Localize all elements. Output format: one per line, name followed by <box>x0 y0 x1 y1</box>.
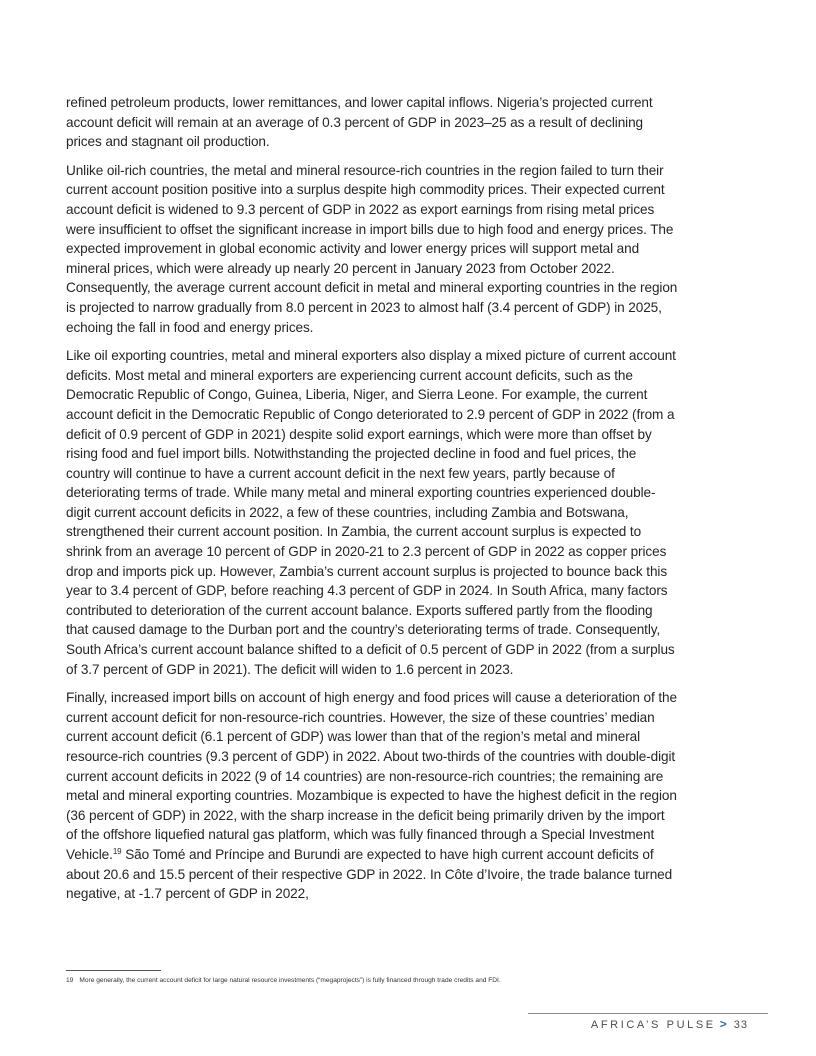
publication-title: AFRICA’S PULSE <box>590 1019 716 1031</box>
page-footer <box>528 1017 748 1032</box>
body-text <box>66 93 678 913</box>
footnote-number: 19 <box>66 977 74 984</box>
paragraph <box>66 688 678 904</box>
paragraph: Unlike oil-rich countries, the metal and mineral resource-rich countries in the region failed to turn their current account position positive into a surplus despite high commodity prices. Their expected current account deficit is widened to 9.3 percent of GDP in 2022 as export earnings from rising metal prices were insufficient to offset the significant increase in import bills due to high food and energy prices. The expected improvement in global economic activity and lower energy prices will support metal and mineral prices, which were already up nearly 20 percent in January 2023 from October 2022. Consequently, the average current account deficit in metal and mineral exporting countries in the region is projected to narrow gradually from 8.0 percent in 2023 to almost half (3.4 percent of GDP) in 2025, echoing the fall in food and energy prices. <box>66 162 678 335</box>
paragraph-text: São Tomé and Príncipe and Burundi are expected to have high current account deficits of about 20.6 and 15.5 percent of their respective GDP in 2022. In Côte d’Ivoire, the trade balance turned negative, at -1.7 percent of GDP in 2022, <box>66 846 673 902</box>
footer-divider <box>528 1013 768 1014</box>
paragraph: refined petroleum products, lower remittances, and lower capital inflows. Nigeria’s projected current account deficit will remain at an average of 0.3 percent of GDP in 2023–25 as a result of declining prices and stagnant oil production. <box>66 95 653 150</box>
chevron-right-icon: > <box>719 1017 727 1031</box>
paragraph: Like oil exporting countries, metal and mineral exporters also display a mixed picture of current account deficits. Most metal and mineral exporters are experiencing current account deficits, such as the Democratic Republic of Congo, Guinea, Liberia, Niger, and Sierra Leone. For example, the current account deficit in the Democratic Republic of Congo deteriorated to 2.9 percent of GDP in 2022 (from a deficit of 0.9 percent of GDP in 2021) despite solid export earnings, which were more than offset by rising food and fuel import bills. Notwithstanding the projected decline in food and fuel prices, the country will continue to have a current account deficit in the next few years, partly because of deteriorating terms of trade. While many metal and mineral exporting countries experienced double-digit current account deficits in 2022, a few of these countries, including Zambia and Botswana, strengthened their current account position. In Zambia, the current account surplus is expected to shrink from an average 10 percent of GDP in 2020-21 to 2.3 percent of GDP in 2022 as copper prices drop and imports pick up. However, Zambia’s current account surplus is projected to bounce back this year to 3.4 percent of GDP, before reaching 4.3 percent of GDP in 2024. In South Africa, many factors contributed to deterioration of the current account balance. Exports suffered partly from the flooding that caused damage to the Durban port and the country’s deteriorating terms of trade. Consequently, South Africa’s current account balance shifted to a deficit of 0.5 percent of GDP in 2022 (from a surplus of 3.7 percent of GDP in 2021). The deficit will widen to 1.6 percent in 2023. <box>66 348 676 677</box>
footnote-text: More generally, the current account deficit for large natural resource investments (“megaprojects”) is fully financed through trade credits and FDI. <box>79 977 501 984</box>
footnote <box>66 976 766 985</box>
footnote-reference[interactable]: 19 <box>112 846 122 856</box>
page-number: 33 <box>733 1019 748 1031</box>
paragraph-text: Finally, increased import bills on account of high energy and food prices will cause a deterioration of the current account deficit for non-resource-rich countries. However, the size of these countries’ median current account deficit (6.1 percent of GDP) was lower than that of the region’s metal and mineral resource-rich countries (9.3 percent of GDP) in 2022. About two-thirds of the countries with double-digit current account deficits in 2022 (9 of 14 countries) are non-resource-rich countries; the remaining are metal and mineral exporting countries. Mozambique is expected to have the highest deficit in the region (36 percent of GDP) in 2022, with the sharp increase in the deficit being primarily driven by the import of the offshore liquefied natural gas platform, which was fully financed through a Special Investment Vehicle. <box>66 690 677 862</box>
footnote-divider <box>66 970 161 971</box>
